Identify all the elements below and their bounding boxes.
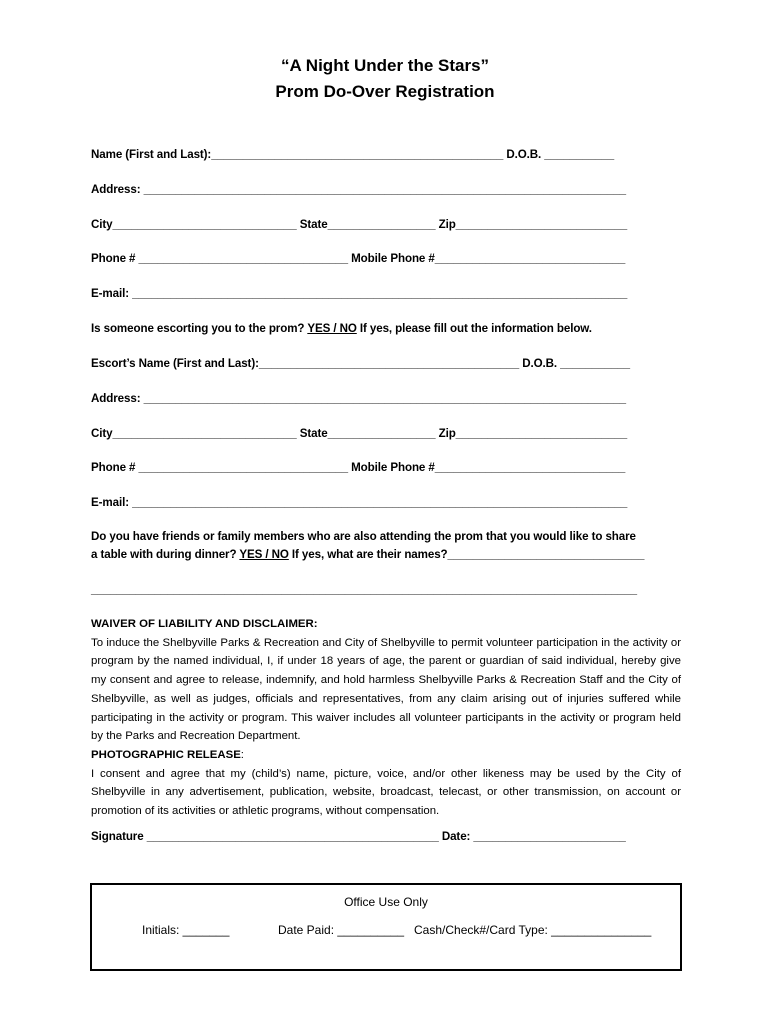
waiver-heading: WAIVER OF LIABILITY AND DISCLAIMER: xyxy=(91,618,318,630)
photo-release-heading-line xyxy=(91,746,681,765)
office-date-paid-field: Date Paid: __________ xyxy=(278,923,405,937)
escort-question-text: Is someone escorting you to the prom? xyxy=(91,322,308,335)
address-field[interactable]: Address: ____________________________________________________________________________ xyxy=(91,183,627,196)
photo-release-colon: : xyxy=(240,748,244,761)
office-use-title: Office Use Only xyxy=(344,895,428,909)
escort-yes-no-choice[interactable]: YES / NO xyxy=(307,322,357,335)
signature-date-field[interactable]: Signature ______________________________________________ Date: ________________________ xyxy=(91,830,626,843)
city-state-zip-field[interactable]: City_____________________________ State_________________ Zip___________________________ xyxy=(91,218,628,231)
office-use-box xyxy=(90,883,682,971)
name-dob-field[interactable]: Name (First and Last):______________________________________________ D.O.B. ___________ xyxy=(91,148,615,161)
friends-names-field[interactable]: If yes, what are their names?_______________________________ xyxy=(288,548,645,561)
friends-names-blank-line[interactable]: ______________________________________________________________________________________ xyxy=(91,583,637,596)
photo-release-text: I consent and agree that my (child’s) name, picture, voice, and/or other likeness may be used by the City of Shelbyville in any advertisement, publication, website, broadcast, telecast, or other transmission, on account or promotion of its activities or athletic programs, without compensation. xyxy=(91,767,681,818)
escort-city-state-zip-field[interactable]: City_____________________________ State_________________ Zip___________________________ xyxy=(91,427,628,440)
phone-field[interactable]: Phone # _________________________________ Mobile Phone #______________________________ xyxy=(91,252,626,265)
friends-question-text: a table with during dinner? xyxy=(91,548,240,561)
photo-release-heading: PHOTOGRAPHIC RELEASE xyxy=(91,748,241,761)
waiver-text: To induce the Shelbyville Parks & Recreation and City of Shelbyville to permit volunteer participation in the activity or program by the named individual, I, if under 18 years of age, the parent or guardian of said individual, hereby give my consent and agree to release, indemnify, and hold harmless Shelbyville Parks & Recreation Staff and the City of Shelbyville, as well as judges, officials and representatives, from any claim arising out of injuries suffered while participating in the activity or program. This waiver includes all volunteer participants in the activity or program held by the Parks and Recreation Department. xyxy=(91,636,681,743)
escort-name-dob-field[interactable]: Escort’s Name (First and Last):_________________________________________ D.O.B. ___________ xyxy=(91,357,630,370)
waiver-section xyxy=(91,615,681,821)
office-payment-type-field: Cash/Check#/Card Type: _______________ xyxy=(414,923,652,937)
escort-question xyxy=(91,322,592,335)
form-subtitle: Prom Do-Over Registration xyxy=(275,82,495,101)
form-title: “A Night Under the Stars” xyxy=(280,56,490,75)
escort-question-instruction: If yes, please fill out the information below. xyxy=(356,322,592,335)
email-field[interactable]: E-mail: ______________________________________________________________________________ xyxy=(91,287,628,300)
escort-address-field[interactable]: Address: ____________________________________________________________________________ xyxy=(91,392,627,405)
friends-question-line1: Do you have friends or family members who are also attending the prom that you would like to share xyxy=(91,530,636,543)
escort-phone-field[interactable]: Phone # _________________________________ Mobile Phone #______________________________ xyxy=(91,461,626,474)
friends-yes-no-choice[interactable]: YES / NO xyxy=(239,548,289,561)
escort-email-field[interactable]: E-mail: ______________________________________________________________________________ xyxy=(91,496,628,509)
office-initials-field: Initials: _______ xyxy=(142,923,230,937)
friends-question-line2 xyxy=(91,548,644,561)
